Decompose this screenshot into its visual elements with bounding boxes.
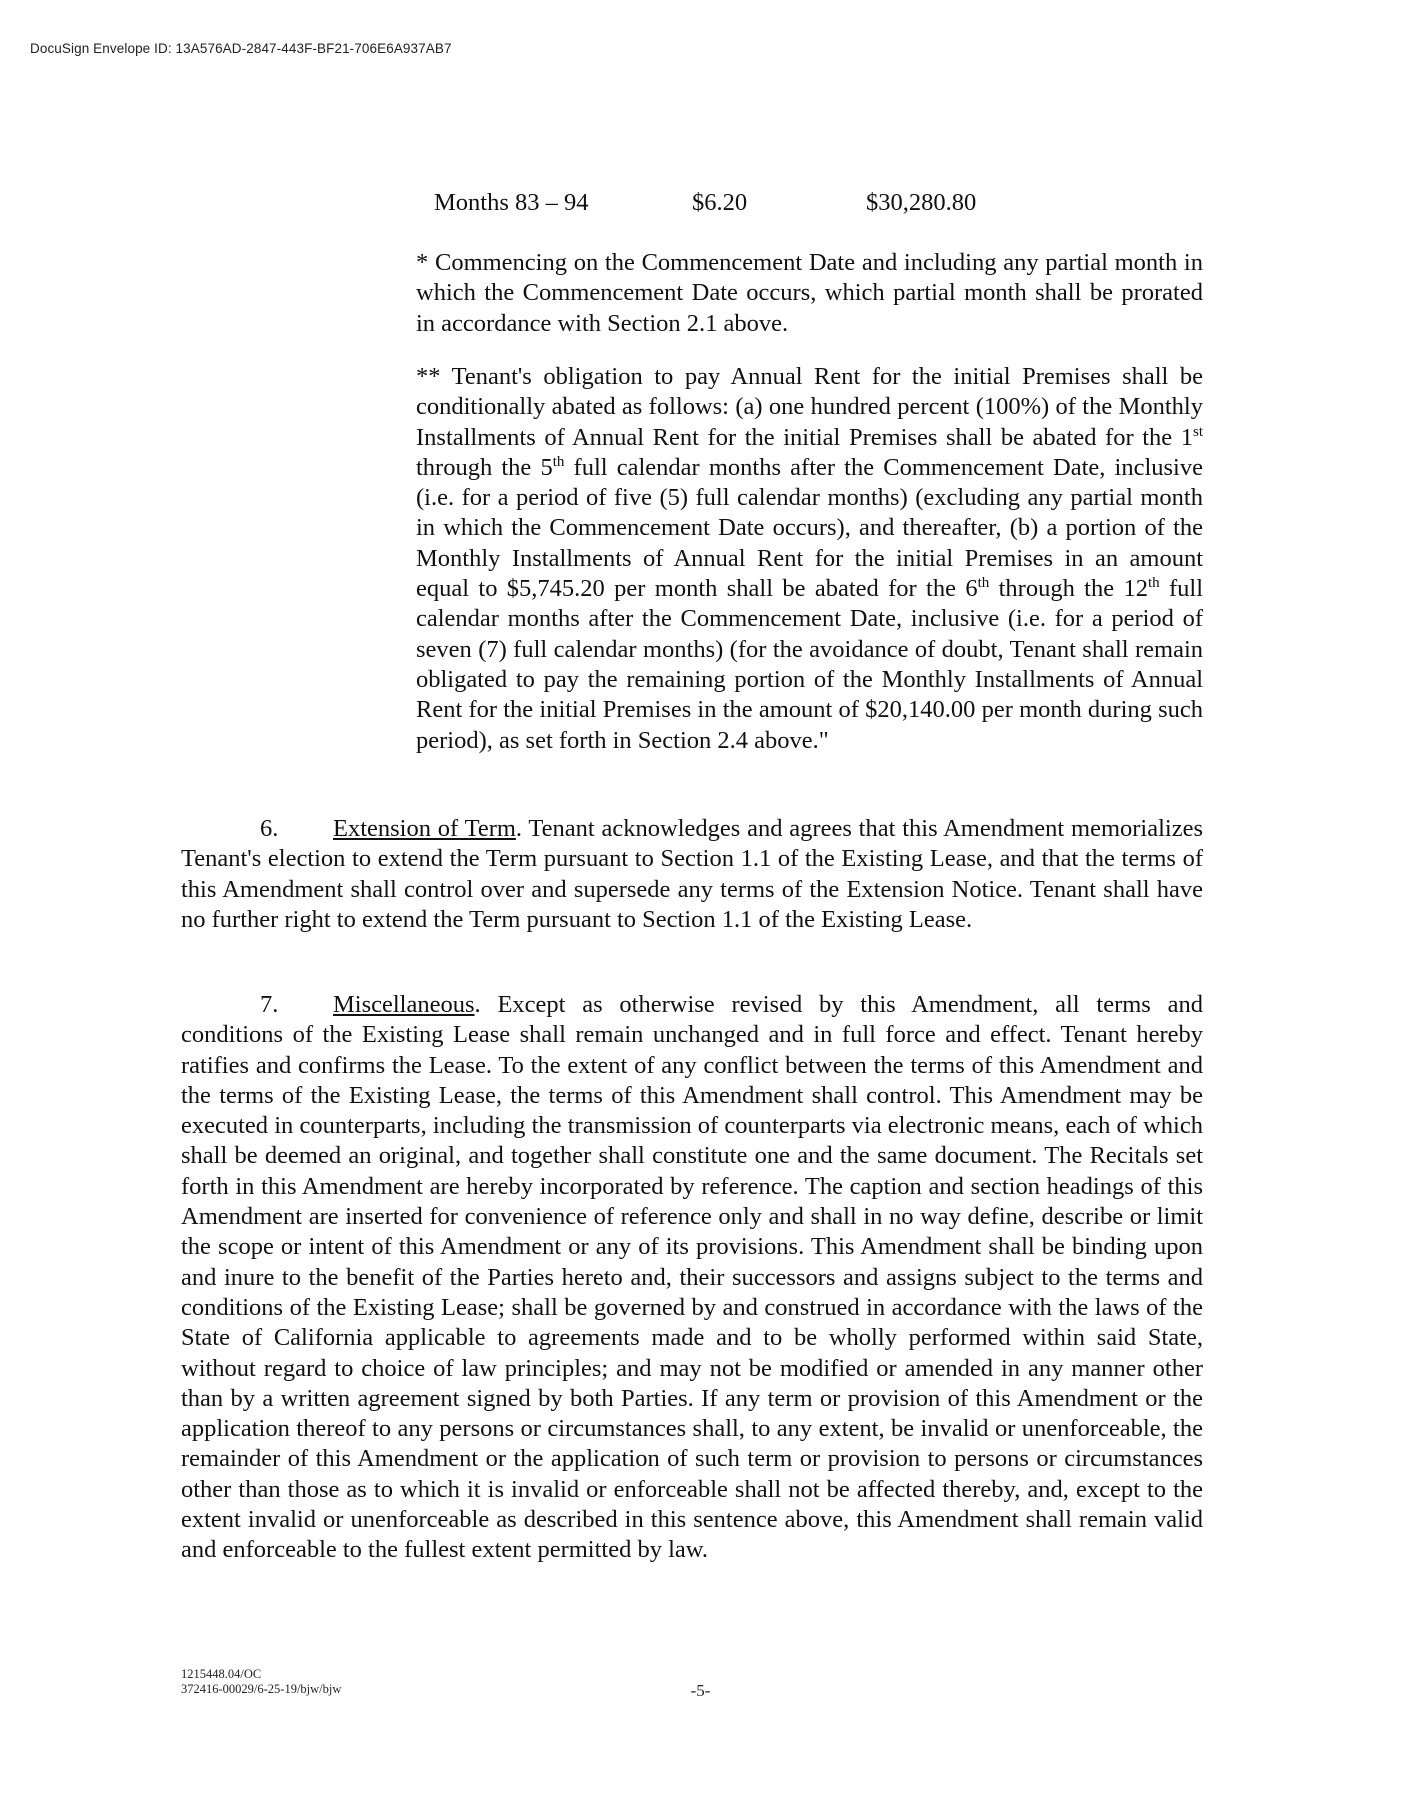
section-heading: Miscellaneous	[333, 991, 475, 1018]
section-heading: Extension of Term	[333, 815, 516, 842]
rent-schedule-row	[434, 188, 1034, 220]
rent-rate: $6.20	[692, 189, 748, 216]
section-number: 7.	[260, 991, 279, 1018]
docusign-envelope-id: DocuSign Envelope ID: 13A576AD-2847-443F-BF21-706E6A937AB7	[30, 41, 452, 56]
section-number: 6.	[260, 815, 279, 842]
section-body: . Tenant acknowledges and agrees that this Amendment memorializes Tenant's election to extend the Term pursuant to Section 1.1 of the Existing Lease, and that the terms of this Amendment shall control over and supersede any terms of the Extension Notice. Tenant shall have no further right to extend the Term pursuant to Section 1.1 of the Existing Lease.	[181, 815, 1203, 933]
rent-amount: $30,280.80	[866, 189, 977, 216]
footnote-commencement: * Commencing on the Commencement Date and including any partial month in which the Commencement Date occurs, which partial month shall be prorated in accordance with Section 2.1 above.	[416, 249, 1203, 337]
footnote-rent-abatement: ** Tenant's obligation to pay Annual Rent for the initial Premises shall be conditionally abated as follows: (a) one hundred percent (100%) of the Monthly Installments of Annual Rent for the initial Premises shall be abated for the 1st through the 5th full calendar months after the Commencement Date, inclusive (i.e. for a period of five (5) full calendar months) (excluding any partial month in which the Commencement Date occurs), and thereafter, (b) a portion of the Monthly Installments of Annual Rent for the initial Premises in an amount equal to $5,745.20 per month shall be abated for the 6th through the 12th full calendar months after the Commencement Date, inclusive (i.e. for a period of seven (7) full calendar months) (for the avoidance of doubt, Tenant shall remain obligated to pay the remaining portion of the Monthly Installments of Annual Rent for the initial Premises in the amount of $20,140.00 per month during such period), as set forth in Section 2.4 above."	[416, 363, 1203, 754]
section-body: . Except as otherwise revised by this Amendment, all terms and conditions of the Existing Lease shall remain unchanged and in full force and effect. Tenant hereby ratifies and confirms the Lease. To the extent of any conflict between the terms of this Amendment and the terms of the Existing Lease, the terms of this Amendment shall control. This Amendment may be executed in counterparts, including the transmission of counterparts via electronic means, each of which shall be deemed an original, and together shall constitute one and the same document. The Recitals set forth in this Amendment are hereby incorporated by reference. The caption and section headings of this Amendment are inserted for convenience of reference only and shall in no way define, describe or limit the scope or intent of this Amendment or any of its provisions. This Amendment shall be binding upon and inure to the benefit of the Parties hereto and, their successors and assigns subject to the terms and conditions of the Existing Lease; shall be governed by and construed in accordance with the laws of the State of California applicable to agreements made and to be wholly performed within said State, without regard to choice of law principles; and may not be modified or amended in any manner other than by a written agreement signed by both Parties. If any term or provision of this Amendment or the application thereof to any persons or circumstances shall, to any extent, be invalid or unenforceable, the remainder of this Amendment or the application of such term or provision to persons or circumstances other than those as to which it is invalid or enforceable shall not be affected thereby, and, except to the extent invalid or unenforceable as described in this sentence above, this Amendment shall remain valid and enforceable to the fullest extent permitted by law.	[181, 991, 1203, 1564]
document-reference-line: 372416-00029/6-25-19/bjw/bjw	[181, 1682, 342, 1696]
page-number: -5-	[690, 1681, 711, 1700]
section-miscellaneous	[181, 990, 1203, 1566]
section-extension-of-term	[181, 814, 1203, 935]
document-reference-line: 1215448.04/OC	[181, 1667, 262, 1681]
rent-months: Months 83 – 94	[434, 189, 589, 216]
